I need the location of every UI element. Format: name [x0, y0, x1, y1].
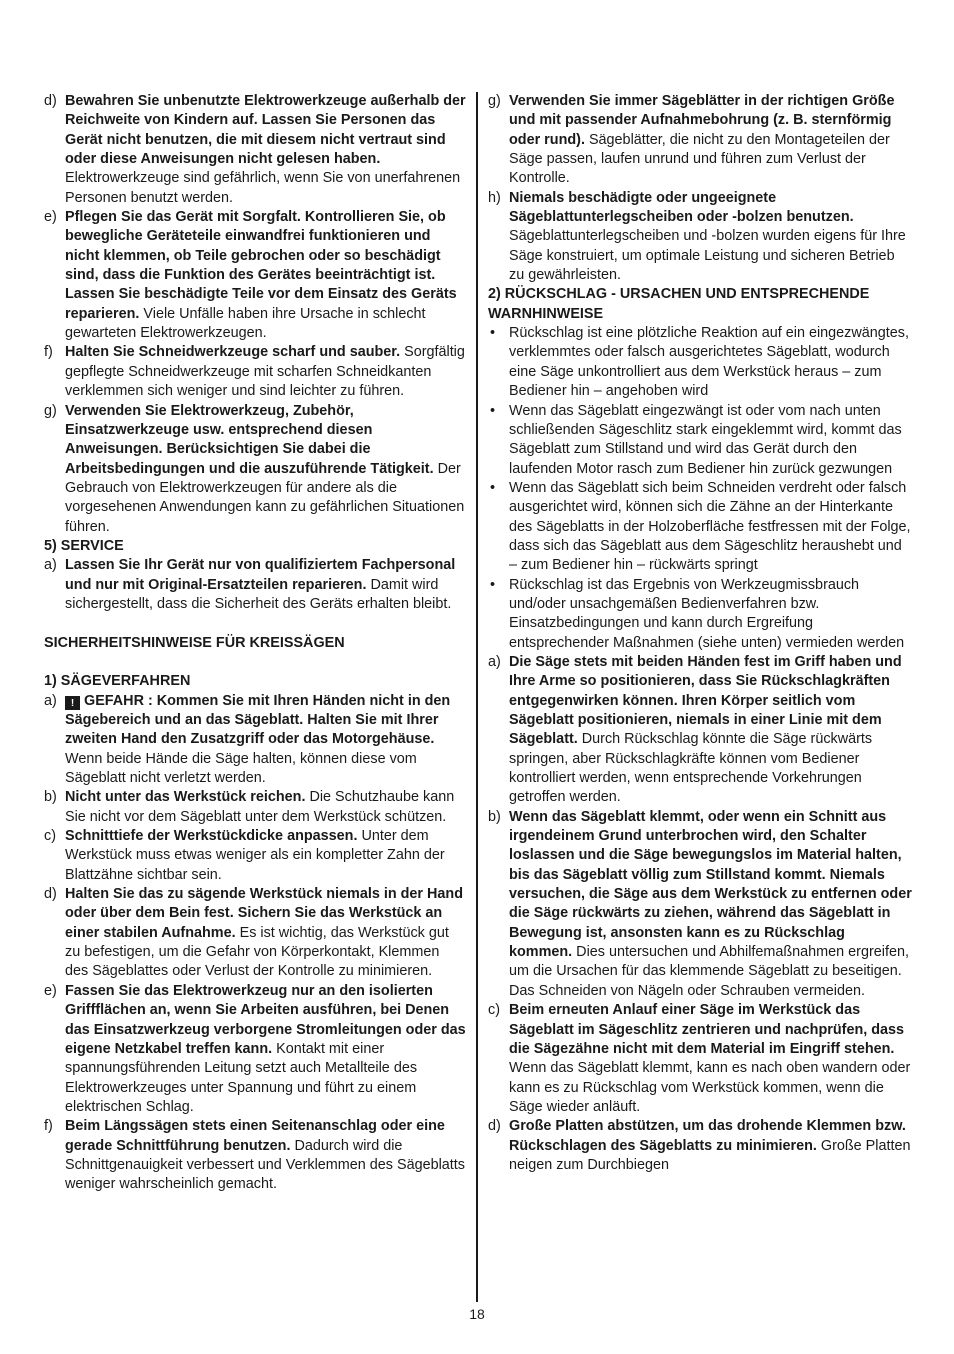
bullet-item: • Rückschlag ist eine plötzliche Reaktion auf ein eingezwängtes, verklemmtes oder falsch ausgerichtetes Sägeblatt, wodurch eine Säge unkontrolliert aus dem Werkstück heraus – zum Bediener hin – angehoben wird	[490, 325, 909, 400]
list-item: f) Halten Sie Schneidwerkzeuge scharf und sauber. Sorgfältig gepflegte Schneidwerkzeuge mit scharfen Schneidkanten verklemmen sich weniger und sind leichter zu führen.	[44, 344, 465, 400]
list-item: f) Beim Längssägen stets einen Seitenanschlag oder eine gerade Schnittführung benutzen. Dadurch wird die Schnittgenauigkeit verbessert und Verklemmen des Sägeblatts weniger wahrscheinlich gemacht.	[44, 1118, 465, 1193]
list-item: a) ! GEFAHR : Kommen Sie mit Ihren Händen nicht in den Sägebereich und an das Sägeblatt. Halten Sie mit Ihrer zweiten Hand den Zusatzgriff oder das Motorgehäuse. Wenn beide Hände die Säge halten, können diese vom Sägeblatt nicht verletzt werden.	[44, 692, 451, 787]
service-heading: 5) SERVICE	[44, 537, 124, 554]
list-item: g) Verwenden Sie immer Sägeblätter in der richtigen Größe und mit passender Aufnahmebohrung (z. B. sternförmig oder rund). Sägeblätter, die nicht zu den Montageteilen der Säge passen, laufen unrund und führen zum Verlust der Kontrolle.	[488, 93, 895, 187]
right-column	[488, 92, 912, 1175]
list-item: b) Wenn das Sägeblatt klemmt, oder wenn ein Schnitt aus irgendeinem Grund unterbrochen wird, den Schalter loslassen und die Säge bewegungslos im Material halten, bis das Sägeblatt völlig zum Stillstand kommt. Niemals versuchen, die Säge aus dem Werkstück zu entfernen oder die Säge rückwärts zu ziehen, während das Sägeblatt in Bewegung ist, ansonsten kann es zu Rückschlag kommen. Dies untersuchen und Abhilfemaßnahmen ergreifen, um die Ursachen für das klemmende Sägeblatt zu beseitigen. Das Schneiden von Nägeln oder Schrauben vermeiden.	[488, 808, 912, 999]
bullet-item: • Wenn das Sägeblatt sich beim Schneiden verdreht oder falsch ausgerichtet wird, können sich die Zähne an der Hinterkante des Sägeblatts in der Holzoberfläche festfressen mit der Folge, dass sich das Sägeblatt aus dem Sägeschlitz heraushebt und – zum Bediener hin – rückwärts springt	[490, 479, 911, 574]
bullet-item: • Rückschlag ist das Ergebnis von Werkzeugmissbrauch und/oder unsachgemäßen Bedienverfahren bzw. Einsatzbedingungen und kann durch Ergreifung entsprechender Maßnahmen (siehe unten) vermieden werden	[490, 576, 905, 651]
list-item: c) Schnitttiefe der Werkstückdicke anpassen. Unter dem Werkstück muss etwas weniger als ein kompletter Zahn der Blattzähne sichtbar sein.	[44, 828, 445, 883]
list-item: d) Bewahren Sie unbenutzte Elektrowerkzeuge außerhalb der Reichweite von Kindern auf. Lassen Sie Personen das Gerät nicht benutzen, die mit diesem nicht vertraut sind oder diese Anweisungen nicht gelesen haben. Elektrowerkzeuge sind gefährlich, wenn Sie von unerfahrenen Personen benutzt werden.	[44, 93, 466, 206]
list-item: d) Große Platten abstützen, um das drohende Klemmen bzw. Rückschlagen des Sägeblatts zu minimieren. Große Platten neigen zum Durchbiegen	[488, 1118, 911, 1173]
saw-heading: 1) SÄGEVERFAHREN	[44, 673, 191, 690]
list-item: e) Fassen Sie das Elektrowerkzeug nur an den isolierten Griffflächen an, wenn Sie Arbeiten ausführen, bei Denen das Einsatzwerkzeug verborgene Stromleitungen oder das eigene Netzkabel treffen kann. Kontakt mit einer spannungsführenden Leitung setzt auch Metallteile des Elektrowerkzeuges unter Spannung und führt zu einem elektrischen Schlag.	[44, 982, 466, 1115]
kickback-heading: 2) RÜCKSCHLAG - URSACHEN UND ENTSPRECHENDE WARNHINWEISE	[488, 286, 870, 322]
left-column	[44, 92, 466, 1195]
page-number: 18	[469, 1306, 485, 1322]
list-item: a) Die Säge stets mit beiden Händen fest im Griff haben und Ihre Arme so positionieren, dass Sie Rückschlagkräften entgegenwirken können. Ihren Körper seitlich vom Sägeblatt positionieren, niemals in einer Linie mit dem Sägeblatt. Durch Rückschlag könnte die Säge rückwärts springen, aber Rückschlagkräfte können vom Bediener kontrolliert werden, wenn entsprechende Vorkehrungen getroffen werden.	[488, 653, 902, 806]
list-item: b) Nicht unter das Werkstück reichen. Die Schutzhaube kann Sie nicht vor dem Sägeblatt unter dem Werkstück schützen.	[44, 789, 455, 825]
bullet-item: • Wenn das Sägeblatt eingezwängt ist oder vom nach unten schließenden Sägeschlitz stark eingeklemmt wird, kommt das Sägeblatt zum Stillstand und wird das Gerät durch den laufenden Motor rasch zum Bediener hin zurück gezwungen	[490, 402, 902, 477]
warning-triangle-icon: !	[65, 696, 80, 710]
list-item: h) Niemals beschädigte oder ungeeignete Sägeblattunterlegscheiben oder -bolzen benutzen. Sägeblattunterlegscheiben und -bolzen wurden eigens für Ihre Säge konstruiert, um optimale Leistung und sicheren Betrieb zu gewährleisten.	[488, 189, 906, 284]
list-item: g) Verwenden Sie Elektrowerkzeug, Zubehör, Einsatzwerkzeuge usw. entsprechend diesen Anweisungen. Berücksichtigen Sie dabei die Arbeitsbedingungen und die auszuführende Tätigkeit. Der Gebrauch von Elektrowerkzeugen für andere als die vorgesehenen Anwendungen kann zu gefährlichen Situationen führen.	[44, 402, 465, 535]
list-item: c) Beim erneuten Anlauf einer Säge im Werkstück das Sägeblatt im Sägeschlitz zentrieren und nachprüfen, dass die Sägezähne nicht mit dem Material im Eingriff stehen. Wenn das Sägeblatt klemmt, kann es nach oben wandern oder kann es zu Rückschlag vom Werkstück kommen, wenn die Säge wieder anläuft.	[488, 1002, 911, 1115]
list-item: a) Lassen Sie Ihr Gerät nur von qualifiziertem Fachpersonal und nur mit Original-Ersatzteilen reparieren. Damit wird sichergestellt, dass die Sicherheit des Geräts erhalten bleibt.	[44, 557, 456, 612]
column-divider	[476, 92, 478, 1302]
list-item: e) Pflegen Sie das Gerät mit Sorgfalt. Kontrollieren Sie, ob bewegliche Geräteteile einwandfrei funktionieren und nicht klemmen, ob Teile gebrochen oder so beschädigt sind, dass die Funktion des Gerätes beeinträchtigt ist. Lassen Sie beschädigte Teile vor dem Einsatz des Geräts reparieren. Viele Unfälle haben ihre Ursache in schlecht gewarteten Elektrowerkzeugen.	[44, 209, 457, 342]
section-heading: SICHERHEITSHINWEISE FÜR KREISSÄGEN	[44, 634, 345, 651]
list-item: d) Halten Sie das zu sägende Werkstück niemals in der Hand oder über dem Bein fest. Sichern Sie das Werkstück an einer stabilen Aufnahme. Es ist wichtig, das Werkstück gut zu befestigen, um die Gefahr von Körperkontakt, Klemmen des Sägeblattes oder Verlust der Kontrolle zu minimieren.	[44, 886, 464, 980]
